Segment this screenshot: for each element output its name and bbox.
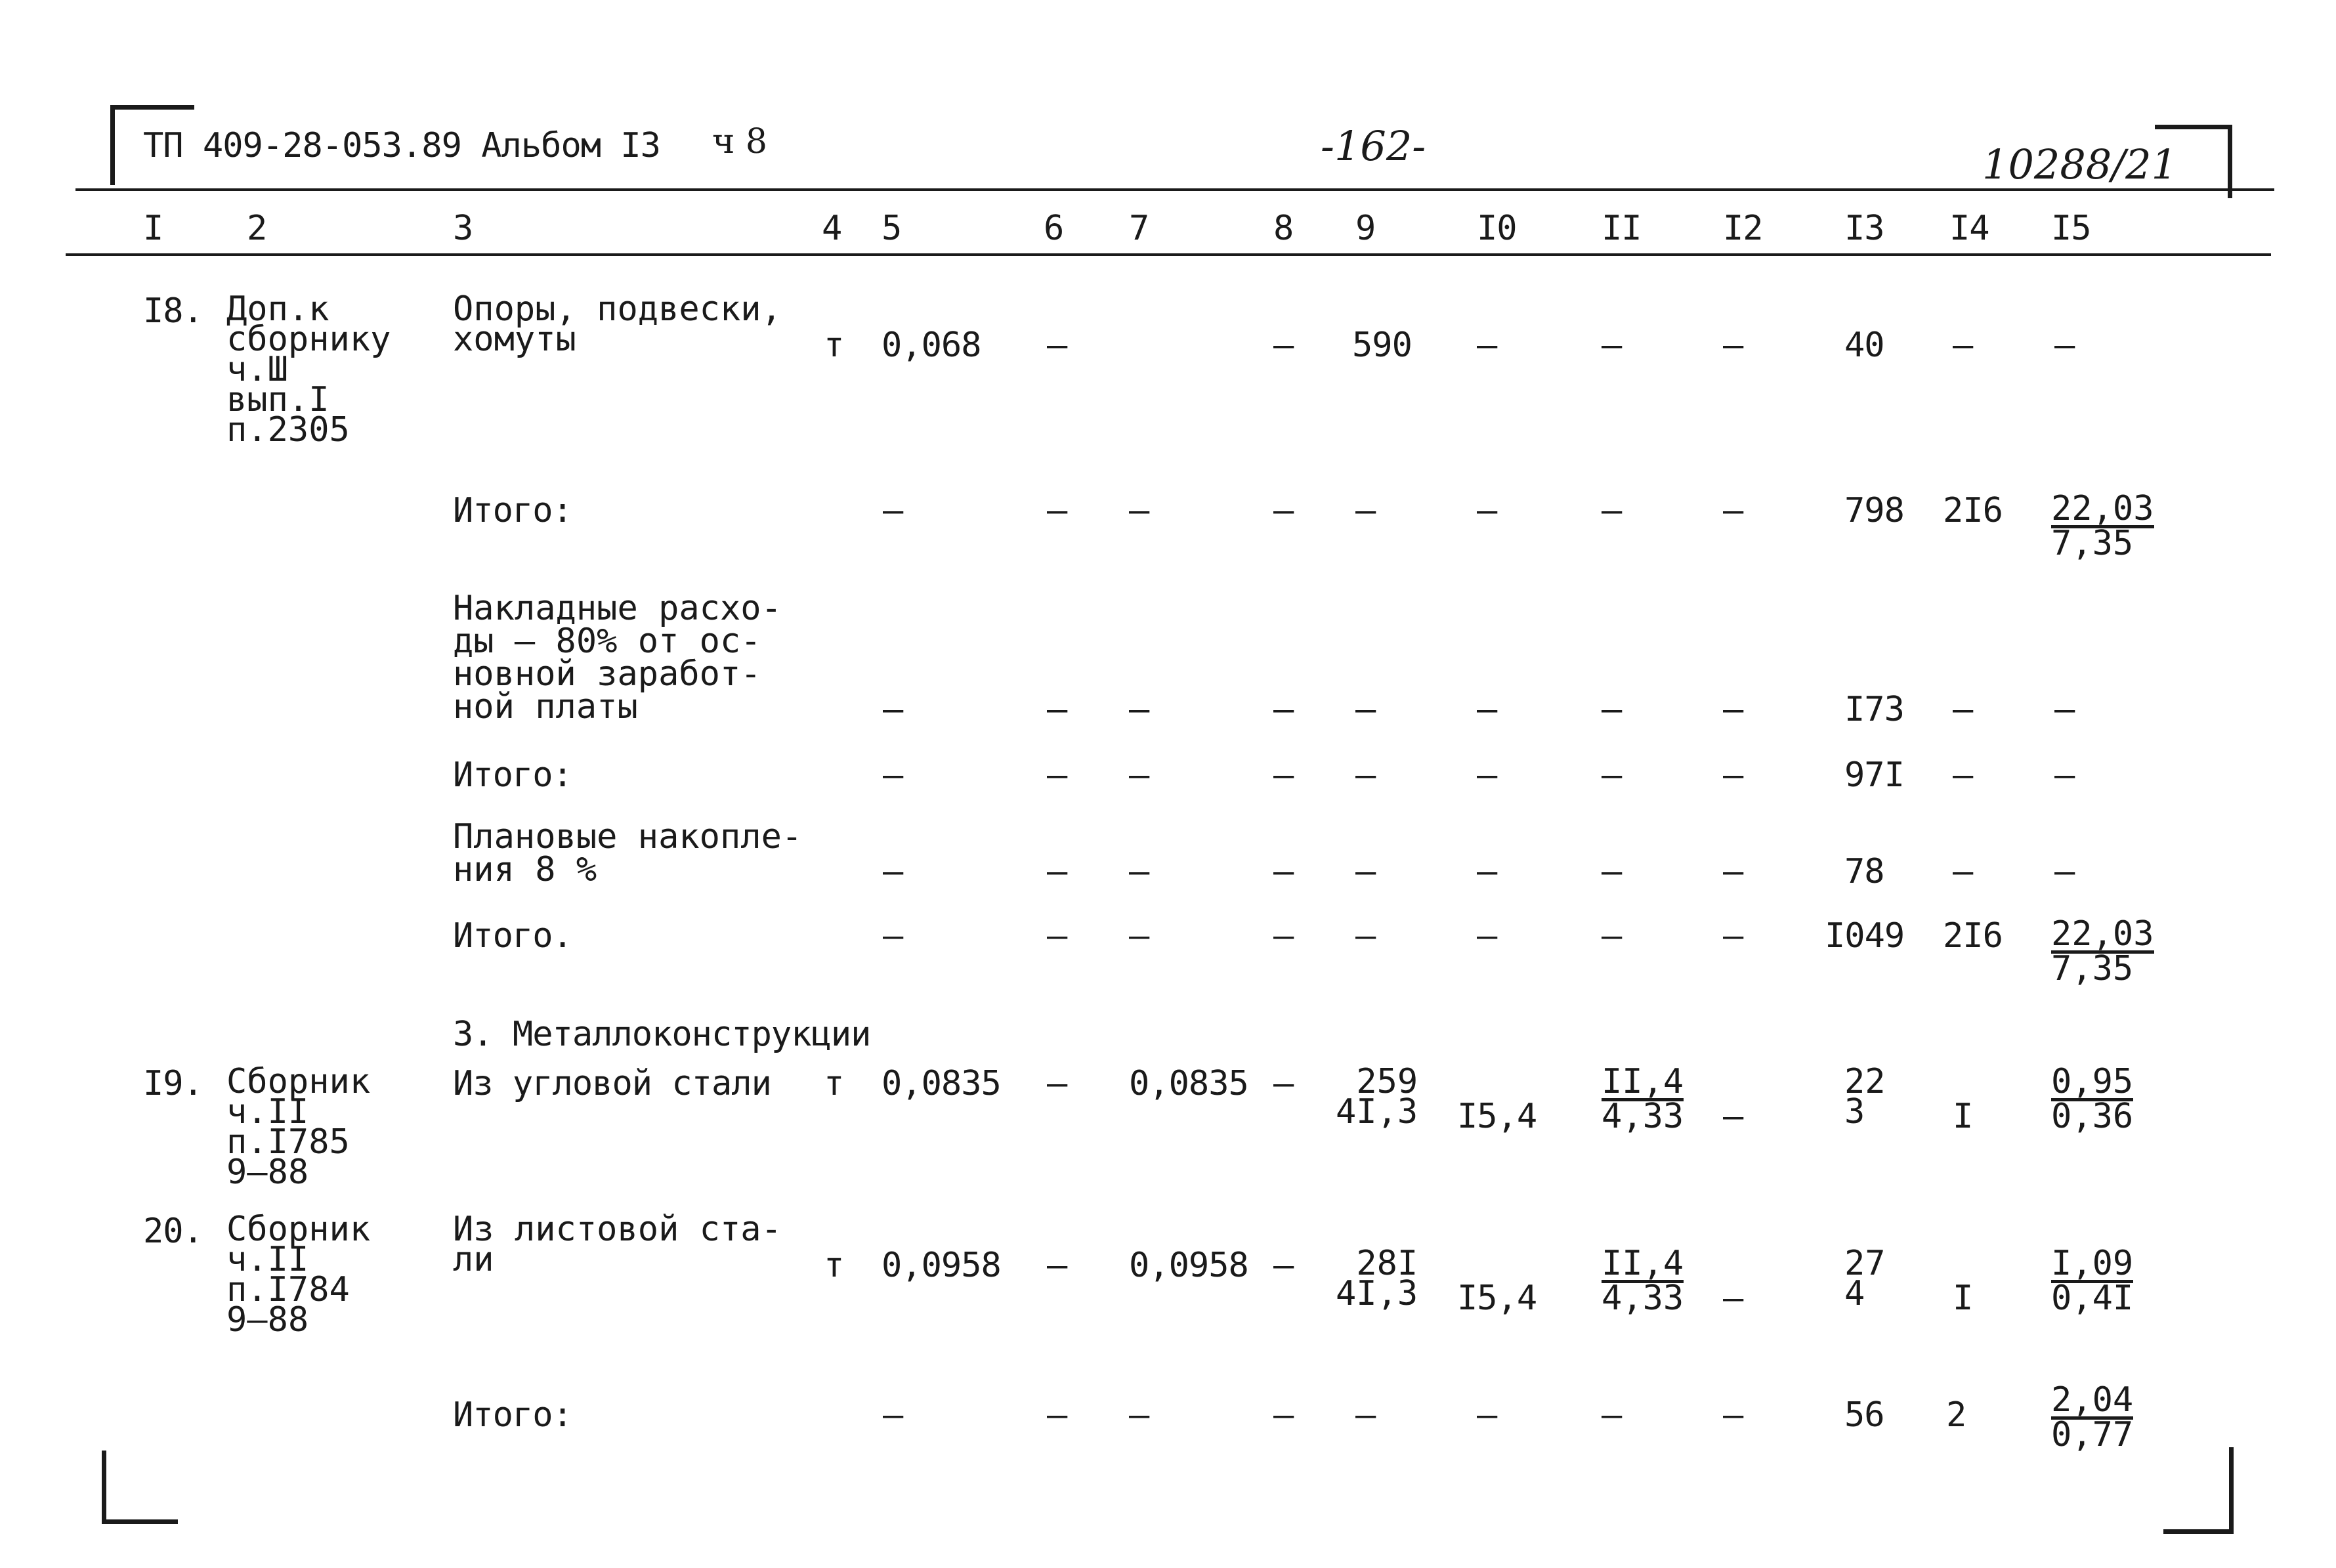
row-19-col7: 0,0835 (1129, 1064, 1248, 1103)
row-18-col12: – (1723, 326, 1743, 365)
page-number: -162- (1321, 122, 1426, 170)
savings-col10: – (1477, 852, 1497, 891)
savings-col14: – (1953, 852, 1973, 891)
total-2-label: Итого: (453, 755, 572, 795)
total-3-col12: – (1723, 916, 1743, 956)
total-4-label: Итого: (453, 1395, 572, 1435)
total-3-col7: – (1129, 916, 1149, 956)
row-20-source: Сборник ч.II п.I784 9–88 (226, 1210, 371, 1340)
row-20-name: Из листовой ста- ли (453, 1210, 782, 1279)
savings-col9: – (1355, 852, 1376, 891)
col-header-5: 5 (881, 209, 902, 248)
row-19-name: Из угловой стали (453, 1064, 771, 1103)
overhead-col8: – (1273, 690, 1294, 729)
row-19-source: Сборник ч.II п.I785 9–88 (226, 1062, 371, 1192)
row-18-col14: – (1953, 326, 1973, 365)
col-header-8: 8 (1273, 209, 1294, 248)
total-3-label: Итого. (453, 916, 572, 956)
row-20-col14: I (1953, 1279, 1973, 1318)
frame-corner-top-right-v (2228, 125, 2232, 198)
section-3-title: 3. Металлоконструкции (453, 1015, 871, 1054)
total-3-col5: – (883, 916, 903, 956)
overhead-col14: – (1953, 690, 1973, 729)
row-18-col11: – (1602, 326, 1622, 365)
savings-col7: – (1129, 852, 1149, 891)
row-19-col10: I5,4 (1457, 1097, 1537, 1136)
savings-col13: 78 (1844, 852, 1884, 891)
total-3-col9: – (1355, 916, 1376, 956)
overhead-col11: – (1602, 690, 1622, 729)
overhead-col13: I73 (1844, 690, 1904, 729)
total-2-col11: – (1602, 755, 1622, 795)
total-3-col10: – (1477, 916, 1497, 956)
row-20-col12: – (1723, 1279, 1743, 1318)
total-3-col13: I049 (1825, 916, 1905, 956)
total-4-col9: – (1355, 1395, 1376, 1435)
total-1-col7: – (1129, 491, 1149, 530)
total-4-col13: 56 (1844, 1395, 1884, 1435)
total-3-col15-fraction: $\frac{22,03}{7,35}$ (2051, 914, 2154, 988)
total-1-col14: 2I6 (1943, 491, 2003, 530)
row-18-col6: – (1047, 326, 1067, 365)
frame-corner-top-left-h (110, 105, 194, 110)
total-1-label: Итого: (453, 491, 572, 530)
row-18-name: Опоры, подвески, хомуты (453, 289, 782, 359)
overhead-col12: – (1723, 690, 1743, 729)
row-18-col9: 590 (1352, 326, 1412, 365)
total-1-col9: – (1355, 491, 1376, 530)
col-header-13: I3 (1844, 209, 1884, 248)
frame-corner-bottom-left-h (102, 1519, 178, 1524)
total-1-col11: – (1602, 491, 1622, 530)
row-19-unit: т (824, 1064, 844, 1103)
total-1-col6: – (1047, 491, 1067, 530)
total-3-col11: – (1602, 916, 1622, 956)
table-top-rule (75, 188, 2274, 191)
part-mark: ч 8 (712, 122, 767, 161)
row-20-col6: – (1047, 1246, 1067, 1285)
doc-code: ТП 409-28-053.89 Альбом I3 (143, 126, 660, 165)
col-header-7: 7 (1129, 209, 1149, 248)
total-4-col10: – (1477, 1395, 1497, 1435)
total-2-col7: – (1129, 755, 1149, 795)
total-3-col8: – (1273, 916, 1294, 956)
row-19-col5: 0,0835 (881, 1064, 1001, 1103)
total-4-col12: – (1723, 1395, 1743, 1435)
col-header-12: I2 (1723, 209, 1763, 248)
col-header-6: 6 (1044, 209, 1064, 248)
total-4-col7: – (1129, 1395, 1149, 1435)
total-4-col11: – (1602, 1395, 1622, 1435)
savings-col8: – (1273, 852, 1294, 891)
col-header-3: 3 (453, 209, 473, 248)
total-1-col8: – (1273, 491, 1294, 530)
row-19-col13: 22 3 (1844, 1062, 1886, 1132)
table-header-rule (66, 253, 2271, 256)
row-19-col15-fraction: $\frac{0,95}{0,36}$ (2051, 1062, 2134, 1136)
overhead-label: Накладные расхо- ды – 80% от ос- новной заработ- ной платы (453, 589, 782, 727)
total-4-col5: – (883, 1395, 903, 1435)
total-2-col5: – (883, 755, 903, 795)
row-20-col8: – (1273, 1246, 1294, 1285)
total-4-col6: – (1047, 1395, 1067, 1435)
row-20-col13: 27 4 (1844, 1244, 1886, 1313)
col-header-15: I5 (2051, 209, 2091, 248)
frame-corner-bottom-right-v (2229, 1447, 2234, 1534)
inventory-number: 10288/21 (1982, 140, 2178, 188)
row-18-col10: – (1477, 326, 1497, 365)
col-header-9: 9 (1355, 209, 1376, 248)
total-2-col13: 97I (1844, 755, 1904, 795)
row-19-col8: – (1273, 1064, 1294, 1103)
row-19-col9: 259 4I,3 (1336, 1062, 1418, 1132)
col-header-2: 2 (247, 209, 267, 248)
col-header-4: 4 (822, 209, 842, 248)
row-20-col9: 28I 4I,3 (1336, 1244, 1418, 1313)
savings-col11: – (1602, 852, 1622, 891)
total-4-col14: 2 (1946, 1395, 1966, 1435)
frame-corner-bottom-right-h (2163, 1529, 2234, 1534)
total-3-col14: 2I6 (1943, 916, 2003, 956)
savings-col5: – (883, 852, 903, 891)
row-19-number: I9. (143, 1064, 203, 1103)
row-18-col8: – (1273, 326, 1294, 365)
total-2-col9: – (1355, 755, 1376, 795)
total-2-col8: – (1273, 755, 1294, 795)
total-1-col12: – (1723, 491, 1743, 530)
row-18-col13: 40 (1844, 326, 1884, 365)
row-18-col15: – (2054, 326, 2075, 365)
frame-corner-top-right-h (2155, 125, 2232, 129)
row-18-unit: т (824, 326, 844, 365)
total-4-col15-fraction: $\frac{2,04}{0,77}$ (2051, 1380, 2134, 1454)
total-4-col8: – (1273, 1395, 1294, 1435)
col-header-1: I (143, 209, 163, 248)
col-header-10: I0 (1477, 209, 1517, 248)
row-19-col14: I (1953, 1097, 1973, 1136)
total-1-col15-fraction: $\frac{22,03}{7,35}$ (2051, 489, 2154, 563)
total-1-col5: – (883, 491, 903, 530)
savings-col6: – (1047, 852, 1067, 891)
row-18-number: I8. (143, 291, 203, 331)
col-header-14: I4 (1949, 209, 1989, 248)
savings-col12: – (1723, 852, 1743, 891)
row-20-col5: 0,0958 (881, 1246, 1001, 1285)
row-19-col6: – (1047, 1064, 1067, 1103)
row-20-number: 20. (143, 1212, 203, 1251)
overhead-col6: – (1047, 690, 1067, 729)
savings-label: Плановые накопле- ния 8 % (453, 817, 803, 889)
overhead-col9: – (1355, 690, 1376, 729)
frame-corner-top-left-v (110, 105, 115, 185)
overhead-col10: – (1477, 690, 1497, 729)
row-19-col11-fraction: $\frac{II,4}{4,33}$ (1602, 1062, 1684, 1136)
total-2-col15: – (2054, 755, 2075, 795)
row-20-col7: 0,0958 (1129, 1246, 1248, 1285)
total-2-col10: – (1477, 755, 1497, 795)
savings-col15: – (2054, 852, 2075, 891)
row-20-col15-fraction: $\frac{I,09}{0,4I}$ (2051, 1244, 2134, 1318)
total-2-col12: – (1723, 755, 1743, 795)
row-18-col5: 0,068 (881, 326, 981, 365)
row-20-col10: I5,4 (1457, 1279, 1537, 1318)
overhead-col7: – (1129, 690, 1149, 729)
total-1-col10: – (1477, 491, 1497, 530)
total-3-col6: – (1047, 916, 1067, 956)
row-19-col12: – (1723, 1097, 1743, 1136)
overhead-col5: – (883, 690, 903, 729)
col-header-11: II (1602, 209, 1642, 248)
row-18-source: Доп.к сборнику ч.Ш вып.I п.2305 (226, 289, 391, 450)
row-20-unit: т (824, 1246, 844, 1285)
total-2-col6: – (1047, 755, 1067, 795)
total-1-col13: 798 (1844, 491, 1904, 530)
row-20-col11-fraction: $\frac{II,4}{4,33}$ (1602, 1244, 1684, 1318)
overhead-col15: – (2054, 690, 2075, 729)
total-2-col14: – (1953, 755, 1973, 795)
frame-corner-bottom-left-v (102, 1451, 106, 1524)
